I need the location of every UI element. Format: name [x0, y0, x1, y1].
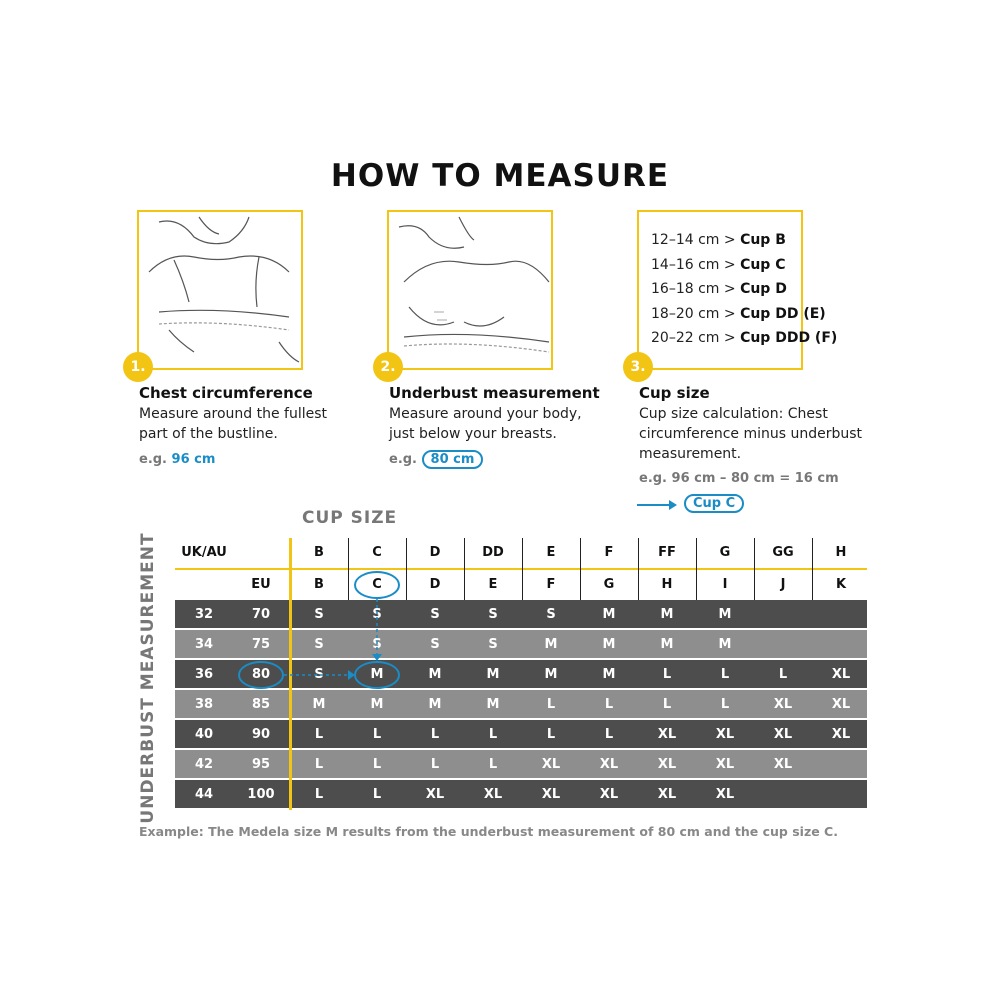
uk-cup-label: DD [482, 545, 504, 560]
medela-size: XL [541, 757, 561, 772]
table-row [175, 780, 867, 810]
underbust-illustration-panel [387, 210, 553, 370]
medela-size: M [718, 607, 732, 622]
medela-size: L [372, 757, 382, 772]
medela-size: S [314, 667, 324, 682]
table-row [175, 630, 867, 660]
medela-size: M [602, 667, 616, 682]
step-description: Cup size calculation: Chest circumference minus underbust measurement. [639, 406, 863, 462]
medela-size: M [660, 607, 674, 622]
underbust-axis-label: UNDERBUST MEASUREMENT [138, 532, 158, 824]
column-divider [464, 538, 465, 600]
medela-size: XL [831, 727, 851, 742]
medela-size: XL [831, 667, 851, 682]
uk-band-size: 32 [194, 607, 214, 622]
medela-size: L [314, 787, 324, 802]
medela-size: S [488, 637, 498, 652]
cup-range-list [651, 228, 837, 351]
uk-cup-label: D [429, 545, 441, 560]
medela-size: S [488, 607, 498, 622]
uk-cup-label: B [314, 545, 324, 560]
uk-band-size: 38 [194, 697, 214, 712]
medela-size: M [428, 697, 442, 712]
medela-size: M [486, 697, 500, 712]
eu-cup-label: B [314, 577, 324, 592]
column-divider [812, 538, 813, 600]
medela-size: S [372, 607, 382, 622]
medela-size: M [544, 667, 558, 682]
medela-size [755, 780, 811, 810]
medela-size: XL [657, 727, 677, 742]
eu-cup-label: E [488, 577, 498, 592]
medela-size: L [662, 697, 672, 712]
uk-cup-label: C [372, 545, 382, 560]
cup-range-row: 12–14 cm > Cup B [651, 232, 786, 248]
step-number-badge: 2. [373, 352, 403, 382]
chest-illustration-panel [137, 210, 303, 370]
uk-au-label: UK/AU [181, 545, 227, 560]
cup-size-heading: CUP SIZE [302, 508, 398, 528]
column-divider [696, 538, 697, 600]
eu-label: EU [251, 577, 271, 592]
column-divider [580, 538, 581, 600]
cup-range-row: 16–18 cm > Cup D [651, 281, 787, 297]
uk-cup-label: E [546, 545, 556, 560]
medela-size: XL [599, 787, 619, 802]
eu-band-size: 100 [247, 787, 275, 802]
uk-cup-label: G [719, 545, 731, 560]
uk-cup-label: H [835, 545, 847, 560]
medela-size: XL [831, 697, 851, 712]
chest-measure-illustration [139, 212, 301, 368]
medela-size: XL [657, 787, 677, 802]
example-value: e.g. 96 cm [139, 452, 216, 467]
table-row [175, 690, 867, 720]
medela-size: L [662, 667, 672, 682]
medela-size: M [486, 667, 500, 682]
uk-band-size: 44 [194, 787, 214, 802]
medela-size: XL [773, 757, 793, 772]
medela-size: S [430, 607, 440, 622]
medela-size: XL [425, 787, 445, 802]
column-divider [754, 538, 755, 600]
medela-size [813, 600, 869, 630]
uk-band-size: 42 [194, 757, 214, 772]
medela-size: XL [715, 787, 735, 802]
table-row [175, 660, 867, 690]
table-row [175, 750, 867, 780]
eu-cup-label: C [372, 577, 382, 592]
medela-size: M [660, 637, 674, 652]
medela-size: L [546, 727, 556, 742]
eu-cup-label: H [661, 577, 673, 592]
medela-size [755, 600, 811, 630]
medela-size: L [604, 727, 614, 742]
eu-cup-label: I [722, 577, 728, 592]
column-divider [638, 538, 639, 600]
row-separator [175, 808, 867, 810]
cup-range-row: 20–22 cm > Cup DDD (F) [651, 330, 838, 346]
step-title: Chest circumference [139, 384, 313, 402]
column-divider [348, 538, 349, 600]
step-description: Measure around the fullest part of the bustline. [139, 406, 328, 442]
medela-size: XL [541, 787, 561, 802]
medela-size: L [488, 727, 498, 742]
eu-band-size: 80 [251, 667, 271, 682]
medela-size [755, 630, 811, 660]
cup-result: Cup C [684, 494, 744, 513]
example-note: Example: The Medela size M results from the underbust measurement of 80 cm and the cup size C. [139, 824, 838, 839]
medela-size: XL [599, 757, 619, 772]
uk-band-size: 36 [194, 667, 214, 682]
medela-size: L [546, 697, 556, 712]
medela-size: L [720, 697, 730, 712]
medela-size [813, 630, 869, 660]
eu-band-size: 90 [251, 727, 271, 742]
step-number-badge: 1. [123, 352, 153, 382]
cup-range-row: 18–20 cm > Cup DD (E) [651, 305, 826, 322]
medela-size: XL [715, 757, 735, 772]
medela-size: S [430, 637, 440, 652]
uk-cup-label: FF [658, 545, 676, 560]
step-title: Cup size [639, 384, 710, 402]
eu-cup-label: G [603, 577, 615, 592]
eu-cup-label: K [835, 577, 847, 592]
arrow-right-icon [637, 498, 679, 512]
medela-size: S [314, 637, 324, 652]
step-number-badge: 3. [623, 352, 653, 382]
medela-size: M [602, 637, 616, 652]
uk-band-size: 34 [194, 637, 214, 652]
medela-size: M [428, 667, 442, 682]
medela-size: L [372, 787, 382, 802]
medela-size: XL [657, 757, 677, 772]
medela-size: XL [483, 787, 503, 802]
medela-size: M [312, 697, 326, 712]
step-title: Underbust measurement [389, 384, 600, 402]
medela-size [813, 780, 869, 810]
underbust-measure-illustration [389, 212, 551, 368]
medela-size [813, 750, 869, 780]
medela-size: M [602, 607, 616, 622]
column-divider [406, 538, 407, 600]
eu-cup-header-row [175, 570, 867, 600]
page-title: HOW TO MEASURE [330, 158, 670, 194]
medela-size: S [546, 607, 556, 622]
uk-band-size: 40 [194, 727, 214, 742]
eu-cup-label: F [546, 577, 556, 592]
medela-size: S [372, 637, 382, 652]
eu-cup-label: D [429, 577, 441, 592]
uk-cup-header-row [175, 538, 867, 568]
medela-size: L [720, 667, 730, 682]
uk-cup-label: GG [772, 545, 794, 560]
column-divider [522, 538, 523, 600]
medela-size: XL [715, 727, 735, 742]
medela-size: L [314, 757, 324, 772]
eu-band-size: 95 [251, 757, 271, 772]
example-value: e.g. 80 cm [389, 450, 483, 469]
table-row [175, 600, 867, 630]
step-description: Measure around your body, just below your breasts. [389, 406, 582, 442]
example-calculation: e.g. 96 cm – 80 cm = 16 cm [639, 471, 839, 486]
medela-size: L [430, 727, 440, 742]
medela-size: L [488, 757, 498, 772]
medela-size: L [778, 667, 788, 682]
eu-band-size: 70 [251, 607, 271, 622]
medela-size: M [544, 637, 558, 652]
medela-size: S [314, 607, 324, 622]
medela-size: XL [773, 727, 793, 742]
medela-size: M [370, 667, 384, 682]
cup-column-divider [289, 538, 292, 810]
medela-size: M [370, 697, 384, 712]
table-row [175, 720, 867, 750]
medela-size: L [314, 727, 324, 742]
cup-range-row: 14–16 cm > Cup C [651, 256, 786, 273]
medela-size: L [430, 757, 440, 772]
medela-size: XL [773, 697, 793, 712]
eu-band-size: 85 [251, 697, 271, 712]
medela-size: L [372, 727, 382, 742]
uk-cup-label: F [604, 545, 614, 560]
eu-band-size: 75 [251, 637, 271, 652]
eu-cup-label: J [780, 577, 786, 592]
medela-size: M [718, 637, 732, 652]
medela-size: L [604, 697, 614, 712]
